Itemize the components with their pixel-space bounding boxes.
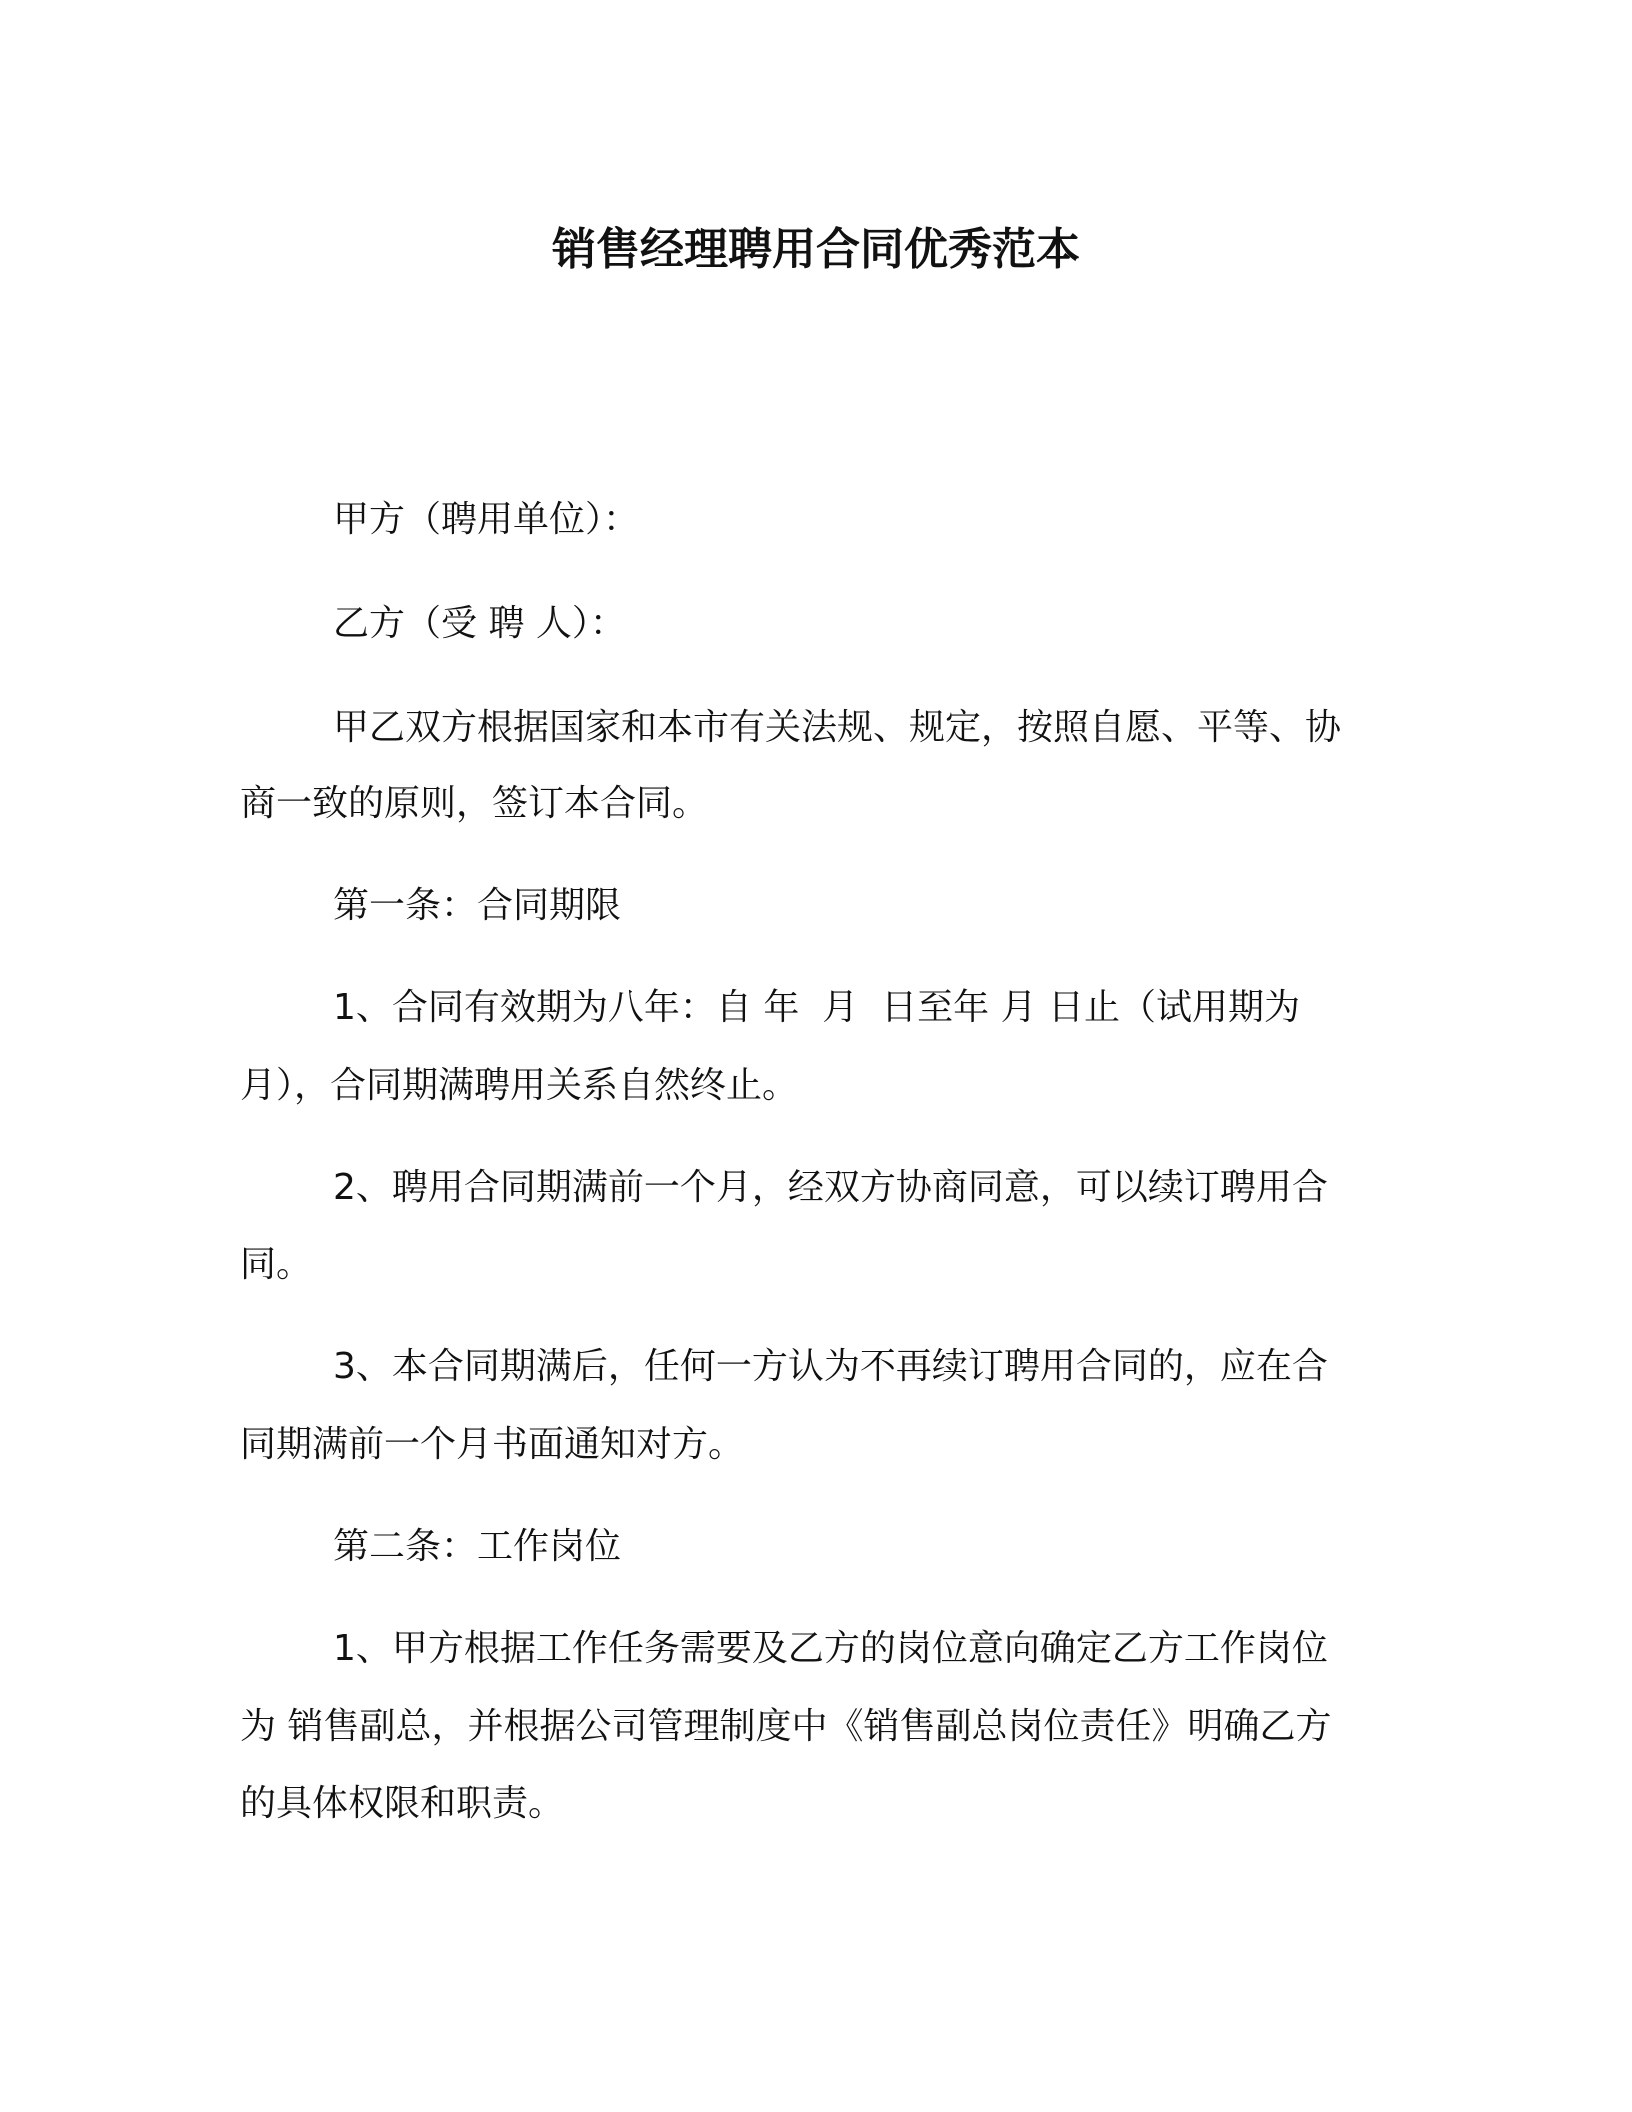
article-1-item-1-line-1: 1、合同有效期为八年：自 年 月 日至年 月 日止（试用期为 <box>333 987 1301 1028</box>
preamble-line-2: 商一致的原则，签订本合同。 <box>240 783 709 824</box>
preamble-line-1: 甲乙双方根据国家和本市有关法规、规定，按照自愿、平等、协 <box>333 707 1342 748</box>
article-1-item-1-line-2: 月），合同期满聘用关系自然终止。 <box>240 1065 799 1106</box>
article-2-item-1-line-1: 1、甲方根据工作任务需要及乙方的岗位意向确定乙方工作岗位 <box>333 1628 1328 1669</box>
article-1-item-3-line-1: 3、本合同期满后，任何一方认为不再续订聘用合同的，应在合 <box>333 1346 1328 1387</box>
party-a-line: 甲方（聘用单位）： <box>333 499 640 540</box>
article-1-heading: 第一条：合同期限 <box>333 885 622 926</box>
article-2-heading: 第二条：工作岗位 <box>333 1526 622 1567</box>
article-2-item-1-line-2: 为 销售副总，并根据公司管理制度中《销售副总岗位责任》明确乙方 <box>240 1706 1332 1747</box>
article-1-item-2-line-2: 同。 <box>240 1244 313 1285</box>
party-b-line: 乙方（受 聘 人）： <box>333 603 626 644</box>
article-1-item-2-line-1: 2、聘用合同期满前一个月，经双方协商同意，可以续订聘用合 <box>333 1167 1328 1208</box>
article-1-item-3-line-2: 同期满前一个月书面通知对方。 <box>240 1424 745 1465</box>
article-2-item-1-line-3: 的具体权限和职责。 <box>240 1783 565 1824</box>
document-title: 销售经理聘用合同优秀范本 <box>552 224 1080 275</box>
